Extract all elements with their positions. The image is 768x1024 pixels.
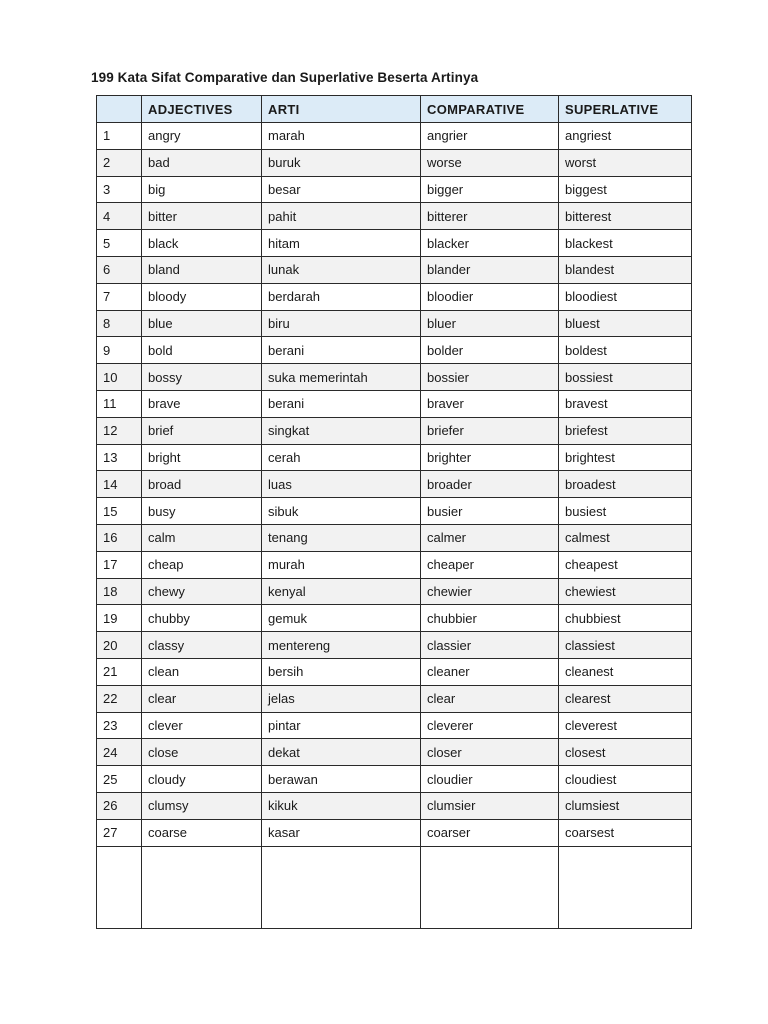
cell-adjective: chewy [142, 578, 262, 605]
cell-arti: sibuk [262, 498, 421, 525]
cell-superlative: bloodiest [559, 283, 692, 310]
cell-comparative: blacker [421, 230, 559, 257]
cell-arti: kenyal [262, 578, 421, 605]
cell-adjective: coarse [142, 819, 262, 846]
cell-number: 1 [97, 123, 142, 150]
cell-comparative: broader [421, 471, 559, 498]
cell-adjective: big [142, 176, 262, 203]
table-row [97, 766, 692, 793]
cell-comparative: cloudier [421, 766, 559, 793]
cell-number: 27 [97, 819, 142, 846]
cell-number: 17 [97, 551, 142, 578]
cell-number: 13 [97, 444, 142, 471]
table-row [97, 632, 692, 659]
cell-number: 2 [97, 149, 142, 176]
cell-arti: lunak [262, 256, 421, 283]
cell-arti: kasar [262, 819, 421, 846]
cell-arti: pintar [262, 712, 421, 739]
table-row [97, 203, 692, 230]
cell-arti: tenang [262, 524, 421, 551]
cell-arti: pahit [262, 203, 421, 230]
cell-number: 7 [97, 283, 142, 310]
cell-comparative: classier [421, 632, 559, 659]
cell-comparative: bloodier [421, 283, 559, 310]
table-row [97, 123, 692, 150]
table-row [97, 498, 692, 525]
cell-number: 11 [97, 390, 142, 417]
table-row [97, 819, 692, 846]
cell-superlative: clearest [559, 685, 692, 712]
cell-number: 9 [97, 337, 142, 364]
table-row [97, 605, 692, 632]
cell-arti: kikuk [262, 792, 421, 819]
cell-superlative: closest [559, 739, 692, 766]
cell-adjective: brave [142, 390, 262, 417]
cell-adjective: broad [142, 471, 262, 498]
cell-arti: mentereng [262, 632, 421, 659]
cell-number: 5 [97, 230, 142, 257]
table-row [97, 337, 692, 364]
empty-cell [559, 846, 692, 928]
cell-superlative: worst [559, 149, 692, 176]
cell-number: 15 [97, 498, 142, 525]
cell-comparative: blander [421, 256, 559, 283]
header-adjectives: ADJECTIVES [142, 96, 262, 123]
cell-adjective: bright [142, 444, 262, 471]
cell-number: 10 [97, 364, 142, 391]
cell-arti: jelas [262, 685, 421, 712]
table-row [97, 524, 692, 551]
table-row [97, 149, 692, 176]
cell-superlative: cleverest [559, 712, 692, 739]
table-row [97, 256, 692, 283]
cell-arti: dekat [262, 739, 421, 766]
cell-arti: marah [262, 123, 421, 150]
cell-superlative: clumsiest [559, 792, 692, 819]
cell-adjective: cheap [142, 551, 262, 578]
cell-arti: hitam [262, 230, 421, 257]
cell-arti: suka memerintah [262, 364, 421, 391]
cell-superlative: chewiest [559, 578, 692, 605]
cell-number: 19 [97, 605, 142, 632]
table-header-row [97, 96, 692, 123]
empty-cell [97, 846, 142, 928]
table-row [97, 176, 692, 203]
empty-cell [262, 846, 421, 928]
cell-adjective: bland [142, 256, 262, 283]
cell-number: 14 [97, 471, 142, 498]
cell-superlative: angriest [559, 123, 692, 150]
header-comparative: COMPARATIVE [421, 96, 559, 123]
cell-adjective: calm [142, 524, 262, 551]
empty-cell [421, 846, 559, 928]
header-arti: ARTI [262, 96, 421, 123]
cell-arti: berani [262, 337, 421, 364]
cell-arti: berdarah [262, 283, 421, 310]
table-row [97, 712, 692, 739]
cell-arti: biru [262, 310, 421, 337]
cell-number: 12 [97, 417, 142, 444]
cell-superlative: coarsest [559, 819, 692, 846]
cell-superlative: bluest [559, 310, 692, 337]
cell-adjective: bitter [142, 203, 262, 230]
cell-adjective: clumsy [142, 792, 262, 819]
cell-number: 23 [97, 712, 142, 739]
table-row [97, 417, 692, 444]
adjective-table [96, 95, 692, 929]
cell-number: 4 [97, 203, 142, 230]
cell-comparative: closer [421, 739, 559, 766]
cell-comparative: braver [421, 390, 559, 417]
cell-comparative: angrier [421, 123, 559, 150]
cell-adjective: bold [142, 337, 262, 364]
cell-superlative: brightest [559, 444, 692, 471]
cell-number: 25 [97, 766, 142, 793]
cell-comparative: bitterer [421, 203, 559, 230]
cell-adjective: clever [142, 712, 262, 739]
cell-arti: berawan [262, 766, 421, 793]
table-row-empty [97, 846, 692, 928]
table-row [97, 283, 692, 310]
cell-adjective: classy [142, 632, 262, 659]
cell-comparative: coarser [421, 819, 559, 846]
cell-comparative: bigger [421, 176, 559, 203]
cell-adjective: clear [142, 685, 262, 712]
table-row [97, 471, 692, 498]
table-row [97, 390, 692, 417]
cell-comparative: calmer [421, 524, 559, 551]
cell-number: 8 [97, 310, 142, 337]
cell-superlative: classiest [559, 632, 692, 659]
cell-superlative: briefest [559, 417, 692, 444]
cell-number: 22 [97, 685, 142, 712]
table-row [97, 551, 692, 578]
cell-comparative: busier [421, 498, 559, 525]
table-row [97, 658, 692, 685]
table-row [97, 444, 692, 471]
cell-comparative: cleaner [421, 658, 559, 685]
cell-adjective: bad [142, 149, 262, 176]
cell-arti: buruk [262, 149, 421, 176]
cell-arti: cerah [262, 444, 421, 471]
cell-superlative: blandest [559, 256, 692, 283]
cell-arti: bersih [262, 658, 421, 685]
cell-adjective: cloudy [142, 766, 262, 793]
table-row [97, 310, 692, 337]
cell-arti: murah [262, 551, 421, 578]
cell-superlative: busiest [559, 498, 692, 525]
header-superlative: SUPERLATIVE [559, 96, 692, 123]
table-row [97, 792, 692, 819]
cell-superlative: broadest [559, 471, 692, 498]
cell-number: 16 [97, 524, 142, 551]
cell-superlative: cloudiest [559, 766, 692, 793]
cell-adjective: clean [142, 658, 262, 685]
cell-number: 18 [97, 578, 142, 605]
empty-cell [142, 846, 262, 928]
cell-adjective: bossy [142, 364, 262, 391]
table-row [97, 230, 692, 257]
cell-superlative: cheapest [559, 551, 692, 578]
cell-adjective: bloody [142, 283, 262, 310]
table-row [97, 739, 692, 766]
cell-comparative: brighter [421, 444, 559, 471]
cell-number: 20 [97, 632, 142, 659]
cell-comparative: clear [421, 685, 559, 712]
cell-number: 21 [97, 658, 142, 685]
header-number [97, 96, 142, 123]
document-title: 199 Kata Sifat Comparative dan Superlative Beserta Artinya [91, 70, 479, 85]
cell-comparative: chubbier [421, 605, 559, 632]
cell-arti: luas [262, 471, 421, 498]
cell-number: 26 [97, 792, 142, 819]
cell-comparative: cleverer [421, 712, 559, 739]
cell-superlative: chubbiest [559, 605, 692, 632]
table-row [97, 364, 692, 391]
table-row [97, 685, 692, 712]
cell-adjective: black [142, 230, 262, 257]
cell-number: 24 [97, 739, 142, 766]
cell-adjective: angry [142, 123, 262, 150]
cell-arti: gemuk [262, 605, 421, 632]
cell-adjective: busy [142, 498, 262, 525]
cell-comparative: bolder [421, 337, 559, 364]
cell-comparative: briefer [421, 417, 559, 444]
table-row [97, 578, 692, 605]
cell-comparative: clumsier [421, 792, 559, 819]
cell-superlative: bitterest [559, 203, 692, 230]
cell-number: 3 [97, 176, 142, 203]
cell-adjective: close [142, 739, 262, 766]
cell-superlative: blackest [559, 230, 692, 257]
cell-comparative: bluer [421, 310, 559, 337]
cell-superlative: boldest [559, 337, 692, 364]
cell-superlative: bossiest [559, 364, 692, 391]
cell-number: 6 [97, 256, 142, 283]
cell-arti: singkat [262, 417, 421, 444]
cell-comparative: worse [421, 149, 559, 176]
cell-comparative: cheaper [421, 551, 559, 578]
table-body [97, 123, 692, 929]
cell-superlative: biggest [559, 176, 692, 203]
cell-adjective: brief [142, 417, 262, 444]
cell-arti: besar [262, 176, 421, 203]
cell-arti: berani [262, 390, 421, 417]
cell-superlative: cleanest [559, 658, 692, 685]
cell-adjective: blue [142, 310, 262, 337]
cell-comparative: chewier [421, 578, 559, 605]
cell-adjective: chubby [142, 605, 262, 632]
cell-superlative: bravest [559, 390, 692, 417]
cell-superlative: calmest [559, 524, 692, 551]
cell-comparative: bossier [421, 364, 559, 391]
